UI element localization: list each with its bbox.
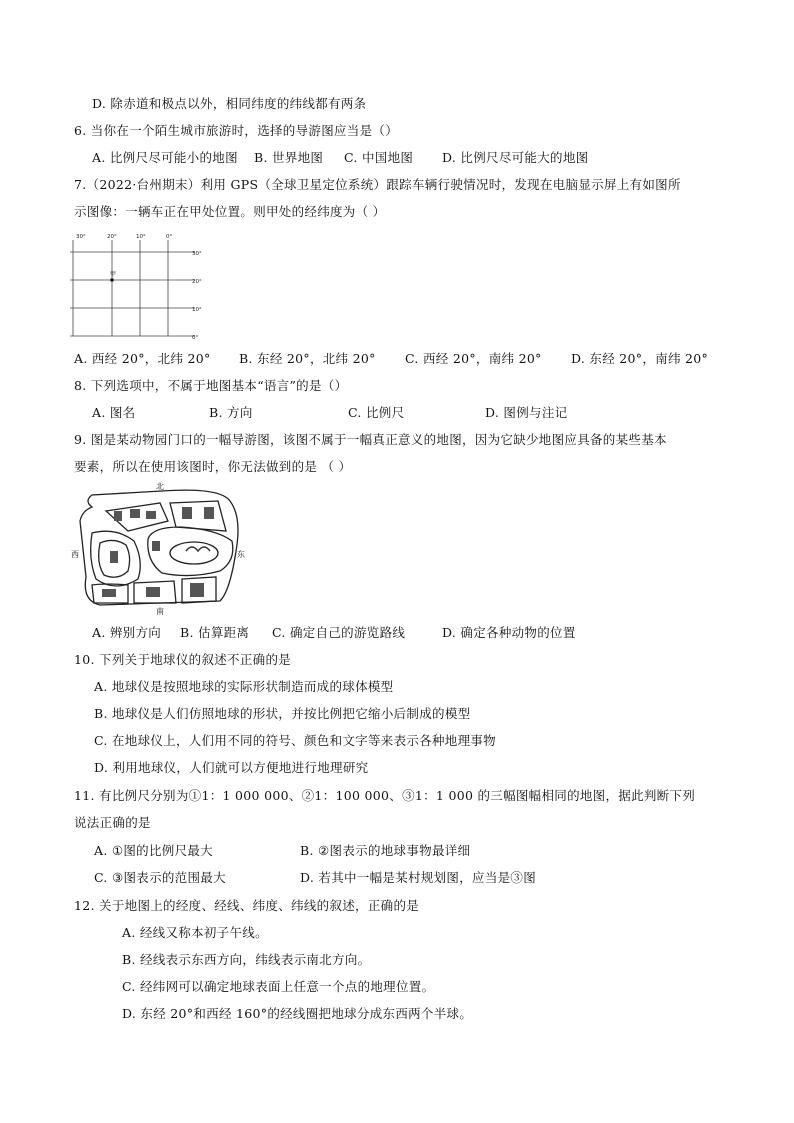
q7-grid-lines bbox=[70, 240, 195, 336]
animal-enclosure-icon bbox=[182, 507, 192, 519]
q5-option-d: D. 除赤道和极点以外，相同纬度的纬线都有两条 bbox=[92, 96, 367, 111]
animal-icon bbox=[186, 547, 210, 551]
q6-option-c: C. 中国地图 bbox=[344, 150, 414, 165]
q12-option-b: B. 经线表示东西方向，纬线表示南北方向。 bbox=[122, 952, 371, 967]
q11-options-row1 bbox=[94, 843, 470, 859]
q10-option-c: C. 在地球仪上，人们用不同的符号、颜色和文字等来表示各种地理事物 bbox=[94, 733, 496, 748]
q7-right-label: 10° bbox=[192, 307, 202, 313]
map-west-label: 西 bbox=[71, 550, 79, 559]
q7-option-d: D. 东经 20°，南纬 20° bbox=[571, 351, 709, 366]
q11-stem-line2: 说法正确的是 bbox=[74, 815, 151, 830]
q6-option-b: B. 世界地图 bbox=[254, 150, 324, 165]
q7-right-label: 20° bbox=[192, 279, 202, 285]
animal-enclosure-icon bbox=[110, 551, 118, 563]
q11-option-d: D. 若其中一幅是某村规划图，应当是③图 bbox=[300, 870, 537, 885]
map-north-label: 北 bbox=[156, 482, 164, 491]
q9-options bbox=[92, 625, 576, 641]
q8-option-b: B. 方向 bbox=[209, 405, 253, 420]
q9-option-d: D. 确定各种动物的位置 bbox=[442, 625, 576, 640]
q7-top-label: 20° bbox=[107, 234, 117, 240]
q9-zoo-map-figure bbox=[70, 481, 250, 615]
q7-right-label: 0° bbox=[192, 335, 199, 341]
zoo-lake bbox=[170, 542, 218, 564]
q7-grid-figure bbox=[70, 232, 210, 344]
q6-option-a: A. 比例尺尽可能小的地图 bbox=[92, 150, 238, 165]
map-east-label: 东 bbox=[237, 550, 245, 559]
q11-option-b: B. ②图表示的地球事物最详细 bbox=[300, 843, 471, 858]
q12-stem: 12. 关于地图上的经度、经线、纬度、纬线的叙述，正确的是 bbox=[74, 898, 420, 913]
q6-options bbox=[92, 150, 588, 166]
q12-option-a: A. 经线又称本初子午线。 bbox=[122, 925, 268, 940]
q11-option-c: C. ③图表示的范围最大 bbox=[94, 870, 226, 885]
q8-stem: 8. 下列选项中，不属于地图基本“语言”的是（） bbox=[74, 378, 348, 393]
animal-enclosure-icon bbox=[146, 587, 160, 597]
q11-option-a: A. ①图的比例尺最大 bbox=[94, 843, 213, 858]
zoo-lake-area bbox=[148, 527, 233, 576]
animal-enclosure-icon bbox=[146, 511, 156, 519]
q8-option-c: C. 比例尺 bbox=[348, 405, 405, 420]
q12-option-d: D. 东经 20°和西经 160°的经线圈把地球分成东西两个半球。 bbox=[122, 1006, 473, 1021]
q10-option-b: B. 地球仪是人们仿照地球的形状，并按比例把它缩小后制成的模型 bbox=[94, 706, 471, 721]
q7-point-label: 甲 bbox=[110, 271, 117, 278]
animal-enclosure-icon bbox=[152, 541, 160, 551]
animal-enclosure-icon bbox=[190, 583, 204, 597]
animal-enclosure-icon bbox=[102, 589, 116, 597]
q7-top-label: 0° bbox=[166, 234, 173, 240]
q6-option-d: D. 比例尺尽可能大的地图 bbox=[442, 150, 589, 165]
q7-right-label: 30° bbox=[192, 251, 202, 257]
q7-point-jia bbox=[110, 278, 114, 282]
map-south-label: 南 bbox=[156, 607, 164, 615]
animal-enclosure-icon bbox=[114, 511, 122, 521]
q7-option-c: C. 西经 20°，南纬 20° bbox=[405, 351, 542, 366]
q7-top-label: 10° bbox=[136, 234, 146, 240]
q11-stem-line1: 11. 有比例尺分别为①1：1 000 000、②1：100 000、③1：1 000 的三幅图幅相同的地图，据此判断下列 bbox=[74, 788, 696, 803]
q8-option-a: A. 图名 bbox=[92, 405, 136, 420]
q8-options bbox=[92, 405, 567, 421]
q9-stem-line2: 要素，所以在使用该图时，你无法做到的是 （ ） bbox=[74, 459, 352, 474]
q9-option-a: A. 辨别方向 bbox=[92, 625, 162, 640]
q11-options-row2 bbox=[94, 870, 536, 886]
q8-option-d: D. 图例与注记 bbox=[485, 405, 568, 420]
q9-option-c: C. 确定自己的游览路线 bbox=[272, 625, 406, 640]
q9-stem-line1: 9. 图是某动物园门口的一幅导游图，该图不属于一幅真正意义的地图，因为它缺少地图应具备的某些基本 bbox=[74, 432, 667, 447]
q6-stem: 6. 当你在一个陌生城市旅游时，选择的导游图应当是（） bbox=[74, 123, 399, 138]
animal-enclosure-icon bbox=[204, 507, 214, 519]
animal-enclosure-icon bbox=[130, 509, 140, 518]
q7-stem-line2: 示图像：一辆车正在甲处位置。则甲处的经纬度为（ ） bbox=[74, 204, 386, 219]
q7-top-label: 30° bbox=[76, 234, 86, 240]
q7-options bbox=[74, 351, 708, 367]
q7-option-a: A. 西经 20°，北纬 20° bbox=[74, 351, 211, 366]
q9-option-b: B. 估算距离 bbox=[180, 625, 250, 640]
q10-stem: 10. 下列关于地球仪的叙述不正确的是 bbox=[74, 652, 292, 667]
q10-option-a: A. 地球仪是按照地球的实际形状制造而成的球体模型 bbox=[94, 679, 394, 694]
q12-option-c: C. 经纬网可以确定地球表面上任意一个点的地理位置。 bbox=[122, 979, 435, 994]
q10-option-d: D. 利用地球仪，人们就可以方便地进行地理研究 bbox=[94, 760, 369, 775]
q7-stem-line1: 7.（2022·台州期末）利用 GPS（全球卫星定位系统）跟踪车辆行驶情况时，发现在电脑显示屏上有如图所 bbox=[74, 177, 681, 192]
q7-option-b: B. 东经 20°，北纬 20° bbox=[239, 351, 376, 366]
